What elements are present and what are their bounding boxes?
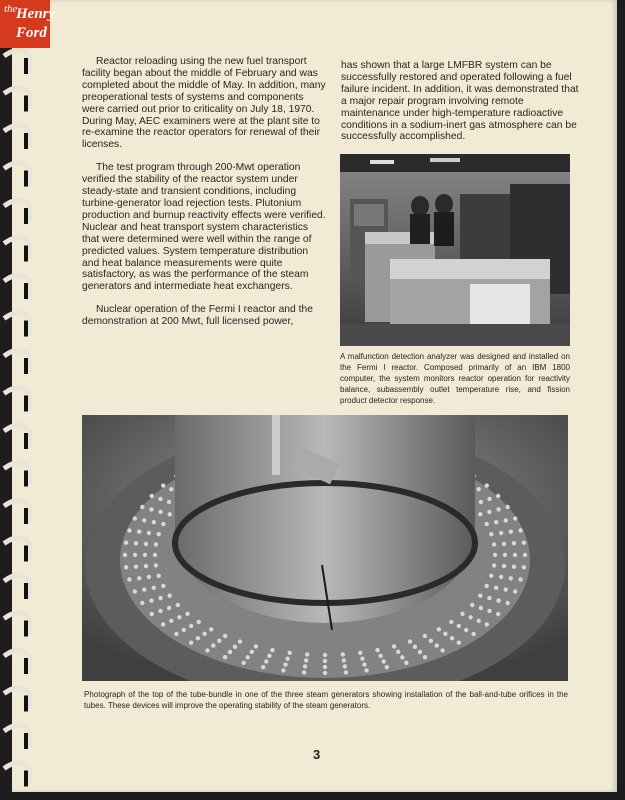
logo-the: the (4, 3, 18, 15)
logo-henry: Henry (16, 6, 56, 22)
paragraph-lmfbr: has shown that a large LMFBR system can be successfully restored and operated following a fuel failure incident. In addition, it was demonstrated that a major repair program involving remote maintenance under high-temperature radioactive conditions in a sodium-inert gas atmosphere can be successfully accomplished. (341, 60, 579, 143)
spiral-binding (0, 48, 40, 800)
page-number: 3 (313, 747, 321, 762)
right-text-column (341, 60, 579, 154)
steam-generator-photo (82, 415, 568, 681)
henry-ford-logo (0, 0, 56, 48)
steam-generator-caption: Photograph of the top of the tube-bundle in one of the three steam generators showing installation of the ball-and-tube orifices in the tubes. These devices will improve the operating stability of the steam generators. (84, 690, 568, 710)
paragraph-test-program: The test program through 200-Mwt operation verified the stability of the reactor system under steady-state and transient conditions, including turbine-generator load rejection tests. Plutonium production and burnup reactivity effects were verified. Nuclear and heat transport system characteristics that were determined were well within the range of predicted values. System temperature distribution and heat balance measurements were quite satisfactory, as was the performance of the steam generators and intermediate heat exchangers. (82, 162, 326, 293)
computer-photo-caption: A malfunction detection analyzer was designed and installed on the Fermi I reactor. Composed primarily of an IBM 1800 computer, the system monitors reactor operation for reactivity balance, subassembly outlet temperature rise, and fission product detector response. (340, 352, 570, 405)
left-text-column (82, 56, 326, 339)
computer-room-photo (340, 154, 570, 346)
paragraph-nuclear-operation: Nuclear operation of the Fermi I reactor and the demonstration at 200 Mwt, full licensed power, (82, 304, 313, 328)
paragraph-reactor-reloading: Reactor reloading using the new fuel transport facility began about the middle of February and was completed about the middle of May. In addition, many preoperational tests of systems and components were carried out prior to criticality on July 18, 1970. During May, AEC examiners were at the plant site to re-examine the reactor operators for renewal of their licenses. (82, 56, 326, 151)
logo-ford: Ford (16, 25, 47, 41)
